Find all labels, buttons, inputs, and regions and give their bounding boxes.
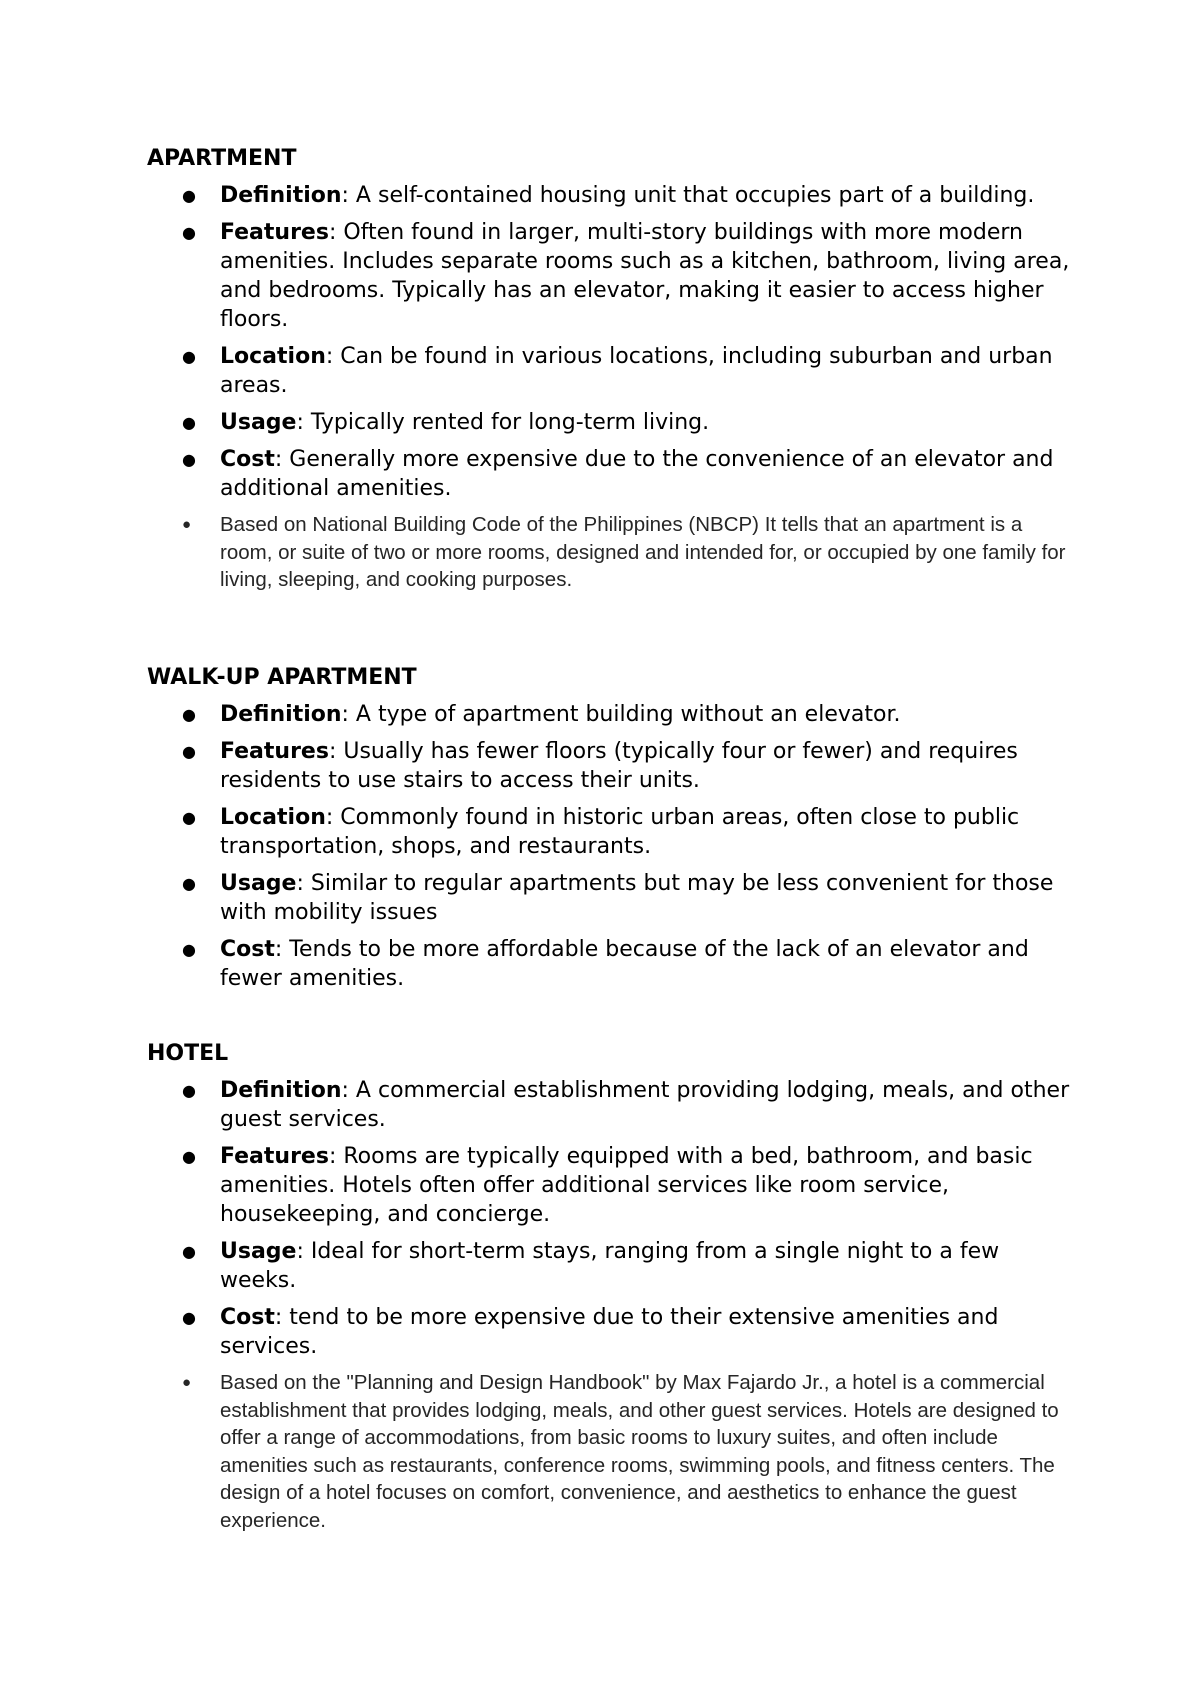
- item-label: Cost: [220, 937, 275, 962]
- list-item: [147, 1142, 1077, 1229]
- bullet-icon: ●: [182, 1147, 196, 1166]
- section-walkup-apartment: [147, 664, 1077, 1001]
- bullet-icon: ●: [182, 1242, 196, 1261]
- bullet-icon: ●: [182, 808, 196, 827]
- item-text: : Typically rented for long-term living.: [296, 410, 710, 435]
- list-item: [147, 342, 1077, 400]
- section-heading: HOTEL: [147, 1041, 229, 1066]
- bullet-icon: ●: [182, 1081, 196, 1100]
- item-text: : tend to be more expensive due to their extensive amenities and services.: [220, 1305, 999, 1359]
- item-label: Cost: [220, 1305, 275, 1330]
- section-heading: WALK-UP APARTMENT: [147, 665, 417, 690]
- item-label: Features: [220, 739, 329, 764]
- list-item: [147, 869, 1077, 927]
- list-item: [147, 700, 1077, 729]
- bullet-icon: ●: [182, 413, 196, 432]
- bullet-list: [147, 1076, 1077, 1534]
- item-label: Location: [220, 344, 326, 369]
- bullet-icon: ●: [182, 223, 196, 242]
- section-heading: APARTMENT: [147, 146, 297, 171]
- note-text: Based on National Building Code of the Philippines (NBCP) It tells that an apartment is a room, or suite of two or more rooms, designed and intended for, or occupied by one family for living, sleeping, and cooking purposes.: [220, 513, 1066, 591]
- bullet-icon: ●: [182, 874, 196, 893]
- item-text: : Generally more expensive due to the convenience of an elevator and additional amenities.: [220, 447, 1054, 501]
- bullet-icon: ●: [182, 1308, 196, 1327]
- item-text: : Tends to be more affordable because of the lack of an elevator and fewer amenities.: [220, 937, 1029, 991]
- item-text: : Rooms are typically equipped with a bed, bathroom, and basic amenities. Hotels often offer additional services like room service, housekeeping, and concierge.: [220, 1144, 1033, 1227]
- item-text: : Can be found in various locations, including suburban and urban areas.: [220, 344, 1053, 398]
- bullet-icon: ●: [182, 516, 192, 533]
- item-label: Features: [220, 1144, 329, 1169]
- list-item: [147, 408, 1077, 437]
- bullet-icon: ●: [182, 186, 196, 205]
- item-text: : A self-contained housing unit that occupies part of a building.: [341, 183, 1035, 208]
- item-text: : A type of apartment building without an elevator.: [341, 702, 901, 727]
- item-label: Usage: [220, 1239, 297, 1264]
- list-item: [147, 803, 1077, 861]
- bullet-icon: ●: [182, 940, 196, 959]
- bullet-icon: ●: [182, 705, 196, 724]
- item-label: Definition: [220, 1078, 342, 1103]
- item-label: Definition: [220, 702, 342, 727]
- note-item: [147, 511, 1077, 594]
- list-item: [147, 1237, 1077, 1295]
- item-label: Features: [220, 220, 329, 245]
- section-apartment: [147, 145, 1077, 602]
- item-label: Usage: [220, 410, 297, 435]
- item-label: Definition: [220, 183, 342, 208]
- item-label: Cost: [220, 447, 275, 472]
- bullet-icon: ●: [182, 347, 196, 366]
- note-item: [147, 1369, 1077, 1534]
- item-text: : Commonly found in historic urban areas, often close to public transportation, shops, and restaurants.: [220, 805, 1020, 859]
- list-item: [147, 935, 1077, 993]
- item-text: : Usually has fewer floors (typically four or fewer) and requires residents to use stairs to access their units.: [220, 739, 1018, 793]
- list-item: [147, 181, 1077, 210]
- item-text: : Similar to regular apartments but may be less convenient for those with mobility issues: [220, 871, 1054, 925]
- list-item: [147, 737, 1077, 795]
- list-item: [147, 218, 1077, 334]
- section-hotel: [147, 1040, 1077, 1542]
- item-label: Usage: [220, 871, 297, 896]
- bullet-icon: ●: [182, 742, 196, 761]
- note-text: Based on the "Planning and Design Handbook" by Max Fajardo Jr., a hotel is a commercial establishment that provides lodging, meals, and other guest services. Hotels are designed to offer a range of accommodations, from basic rooms to luxury suites, and often include amenities such as restaurants, conference rooms, swimming pools, and fitness centers. The design of a hotel focuses on comfort, convenience, and aesthetics to enhance the guest experience.: [220, 1371, 1059, 1532]
- bullet-list: [147, 700, 1077, 993]
- bullet-icon: ●: [182, 450, 196, 469]
- item-text: : Often found in larger, multi-story buildings with more modern amenities. Includes separate rooms such as a kitchen, bathroom, living area, and bedrooms. Typically has an elevator, making it easier to access higher floors.: [220, 220, 1070, 332]
- list-item: [147, 1303, 1077, 1361]
- item-text: : Ideal for short-term stays, ranging from a single night to a few weeks.: [220, 1239, 1000, 1293]
- list-item: [147, 445, 1077, 503]
- bullet-list: [147, 181, 1077, 594]
- list-item: [147, 1076, 1077, 1134]
- bullet-icon: ●: [182, 1374, 192, 1391]
- item-text: : A commercial establishment providing lodging, meals, and other guest services.: [220, 1078, 1070, 1132]
- item-label: Location: [220, 805, 326, 830]
